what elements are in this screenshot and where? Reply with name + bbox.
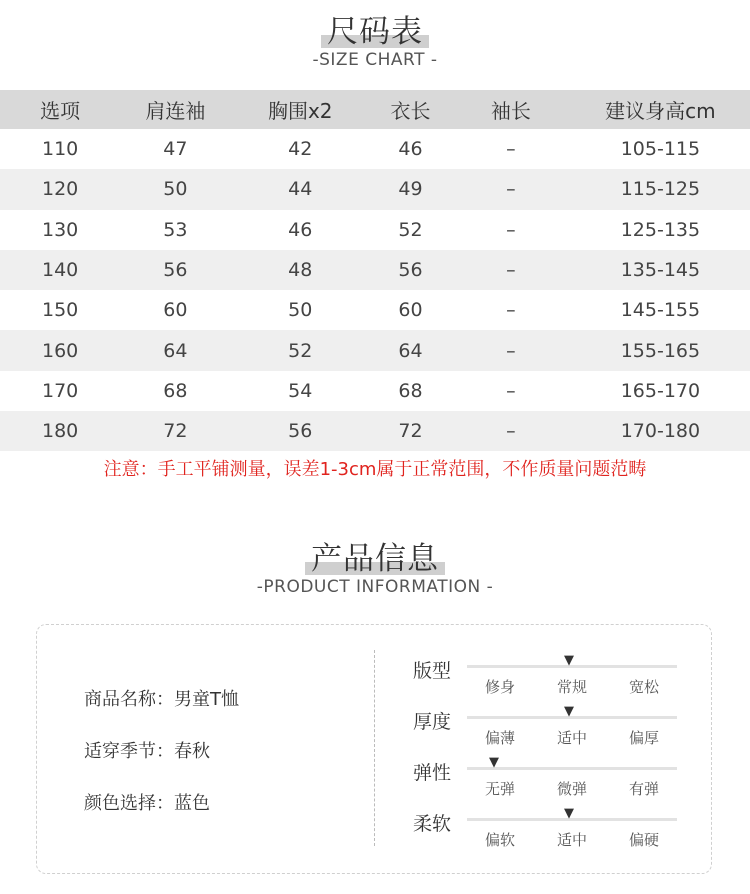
table-cell: – [506,379,516,402]
table-cell: 49 [370,169,451,209]
product-name-line: 商品名称：男童T恤 [84,689,239,710]
table-cell: 48 [230,250,370,290]
table-cell: 72 [120,411,230,451]
table-cell: 160 [0,330,120,370]
table-cell: 60 [163,299,188,322]
attribute-option: 适中 [556,831,587,849]
table-cell: 125-135 [620,218,701,241]
table-cell: 52 [398,218,423,241]
selected-marker-icon: ▼ [564,704,574,719]
measurement-note: 注意：手工平铺测量，误差1-3cm属于正常范围，不作质量问题范畴 [103,459,647,480]
attribute-label: 柔软 [413,813,452,835]
size-table-header-cell: 选项 [0,90,120,129]
table-cell: 170 [41,379,79,402]
table-cell: 140 [0,250,120,290]
table-cell: 44 [230,169,370,209]
table-row [0,411,750,451]
attribute-option: 偏软 [484,831,515,849]
attribute-option: 偏硬 [628,831,659,849]
table-cell: 54 [288,379,313,402]
selected-marker-icon: ▼ [564,806,574,821]
color-line: 颜色选择：蓝色 [84,793,210,814]
attribute-option: 有弹 [628,780,659,798]
table-cell: 53 [163,218,188,241]
size-chart-heading [0,6,750,51]
table-cell: 47 [163,138,188,161]
table-row [0,371,750,411]
table-cell: 56 [230,411,370,451]
attribute-option: 适中 [556,729,587,747]
size-table-header-row [0,90,750,129]
attribute-label: 厚度 [413,711,452,733]
size-table-header-cell: 衣长 [370,90,451,129]
table-cell: 115-125 [571,169,750,209]
product-info-title: 产品信息 [311,541,439,577]
table-cell: 150 [41,299,79,322]
attribute-option: 偏薄 [484,729,515,747]
table-cell: 50 [288,299,313,322]
table-cell: 56 [120,250,230,290]
table-cell: 165-170 [620,379,701,402]
table-cell: 180 [0,411,120,451]
table-cell: 110 [41,138,79,161]
selected-marker-icon: ▼ [489,755,499,770]
selected-marker-icon: ▼ [564,653,574,668]
attribute-option: 宽松 [628,678,659,696]
table-cell: – [506,299,516,322]
size-table-header-cell: 胸围x2 [230,90,370,129]
table-cell: 130 [41,218,79,241]
table-cell: 120 [0,169,120,209]
size-table-header-cell: 袖长 [451,90,571,129]
size-table-header-cell: 肩连袖 [120,90,230,129]
size-chart-subtitle: -SIZE CHART - [312,50,438,70]
table-cell: 135-145 [571,250,750,290]
attribute-option: 常规 [556,678,587,696]
table-cell: 56 [370,250,451,290]
table-cell: 60 [398,299,423,322]
table-row [0,169,750,209]
table-cell: – [451,330,571,370]
table-cell: 50 [120,169,230,209]
table-cell: 46 [398,138,423,161]
table-cell: 145-155 [620,299,701,322]
table-cell: – [451,250,571,290]
table-cell: 52 [230,330,370,370]
product-info-subtitle: -PRODUCT INFORMATION - [256,577,494,597]
table-row [0,129,750,169]
table-cell: 68 [398,379,423,402]
table-cell: – [451,169,571,209]
attribute-label: 弹性 [413,762,452,784]
attribute-option: 无弹 [484,780,515,798]
size-table-header-cell: 建议身高cm [571,90,750,129]
table-cell: – [506,138,516,161]
table-cell: 64 [120,330,230,370]
size-table [0,90,750,451]
table-cell: – [451,411,571,451]
attribute-label: 版型 [413,660,452,682]
table-cell: – [506,218,516,241]
table-cell: 46 [288,218,313,241]
table-cell: 42 [288,138,313,161]
table-cell: 170-180 [571,411,750,451]
info-divider [374,650,375,846]
table-row [0,290,750,330]
product-info-heading [0,533,750,578]
attribute-option: 微弹 [556,780,587,798]
attribute-option: 修身 [484,678,515,696]
table-cell: 68 [163,379,188,402]
table-cell: 105-115 [620,138,701,161]
table-row [0,250,750,290]
size-chart-title: 尺码表 [327,14,423,50]
season-line: 适穿季节：春秋 [84,741,210,762]
size-table-body [0,129,750,451]
table-row [0,330,750,370]
table-row [0,210,750,250]
table-cell: 155-165 [571,330,750,370]
table-cell: 72 [370,411,451,451]
attribute-option: 偏厚 [628,729,659,747]
table-cell: 64 [370,330,451,370]
